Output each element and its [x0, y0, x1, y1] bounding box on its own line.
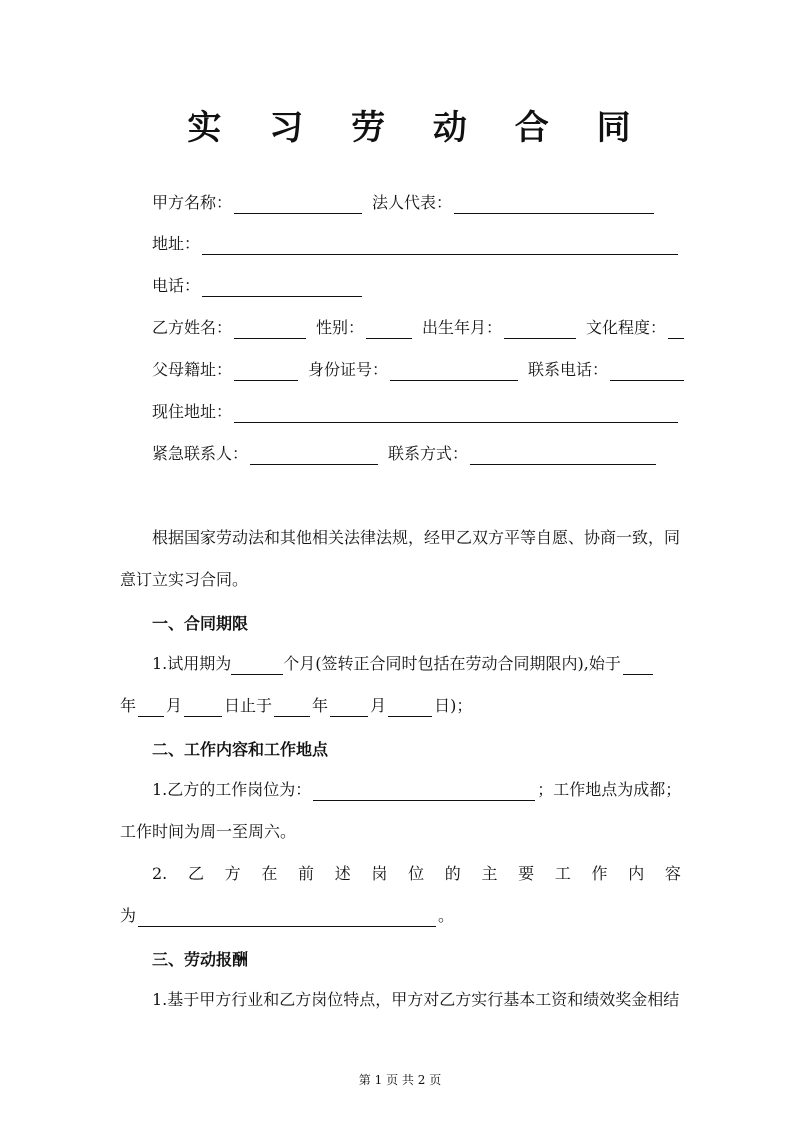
probation-prefix: 1.试用期为	[152, 654, 232, 673]
year-label-2: 年	[312, 696, 329, 715]
spread-char: 乙	[187, 864, 204, 883]
spread-char: 在	[261, 864, 278, 883]
address-row	[152, 233, 680, 255]
parents-address-blank[interactable]	[234, 363, 298, 381]
parents-address-label: 父母籍址：	[152, 360, 233, 379]
section-2-p1	[152, 779, 681, 801]
spread-char: 作	[591, 864, 608, 883]
current-address-row	[152, 401, 680, 423]
spread-char: 前	[298, 864, 315, 883]
start-month-blank[interactable]	[138, 699, 164, 717]
legal-rep-label: 法人代表：	[372, 193, 453, 212]
position-blank[interactable]	[313, 783, 535, 801]
id-number-blank[interactable]	[390, 363, 518, 381]
intro-line-2: 意订立实习合同。	[120, 570, 249, 589]
id-number-label: 身份证号：	[308, 360, 389, 379]
footer-gong: 共	[401, 1073, 414, 1087]
start-year-blank[interactable]	[623, 657, 653, 675]
contact-phone-blank[interactable]	[610, 363, 684, 381]
section-2-heading: 二、工作内容和工作地点	[152, 740, 329, 759]
education-label: 文化程度：	[586, 318, 667, 337]
position-suffix: ；工作地点为成都；	[537, 780, 682, 799]
spread-char: 位	[408, 864, 425, 883]
probation-mid: 个月(签转正合同时包括在劳动合同期限内),始于	[283, 654, 621, 673]
end-label: 日)；	[434, 696, 473, 715]
emergency-contact-blank[interactable]	[250, 447, 378, 465]
month-label: 月	[166, 696, 183, 715]
contact-phone-label: 联系电话：	[528, 360, 609, 379]
section-1-p1	[152, 653, 655, 675]
gender-blank[interactable]	[366, 321, 412, 339]
contact-method-blank[interactable]	[470, 447, 656, 465]
page-footer	[0, 1071, 800, 1088]
party-a-row	[152, 192, 656, 214]
spread-char: 2.	[152, 864, 168, 883]
section-1-p2	[120, 695, 472, 717]
page-number: 1	[374, 1073, 383, 1087]
current-address-label: 现住地址：	[152, 402, 233, 421]
section-2-p1-line2: 工作时间为周一至周六。	[120, 822, 297, 841]
gender-label: 性别：	[316, 318, 365, 337]
section-2-p2-spread	[120, 863, 681, 885]
current-address-blank[interactable]	[234, 405, 678, 423]
spread-char: 容	[664, 864, 681, 883]
phone-row	[152, 275, 364, 297]
footer-di: 第	[358, 1073, 371, 1087]
spread-char: 的	[444, 864, 461, 883]
party-b-name-blank[interactable]	[234, 321, 306, 339]
work-content-blank[interactable]	[138, 909, 436, 927]
spread-char: 要	[518, 864, 535, 883]
party-a-name-blank[interactable]	[234, 196, 362, 214]
footer-ye: 页	[386, 1073, 399, 1087]
content-suffix: 。	[438, 906, 455, 925]
spread-char: 述	[334, 864, 351, 883]
total-pages: 2	[417, 1073, 426, 1087]
party-b-name-label: 乙方姓名：	[152, 318, 233, 337]
intro-line-1: 根据国家劳动法和其他相关法律法规，经甲乙双方平等自愿、协商一致，同	[152, 528, 681, 547]
footer-ye-2: 页	[429, 1073, 442, 1087]
content-prefix: 为	[120, 906, 137, 925]
address-blank[interactable]	[202, 237, 678, 255]
end-year-blank[interactable]	[274, 699, 310, 717]
month-label-2: 月	[370, 696, 387, 715]
birth-label: 出生年月：	[422, 318, 503, 337]
end-month-blank[interactable]	[330, 699, 368, 717]
until-label: 日止于	[224, 696, 273, 715]
phone-blank[interactable]	[202, 279, 362, 297]
start-day-blank[interactable]	[184, 699, 222, 717]
section-1-heading: 一、合同期限	[152, 614, 249, 633]
address-label: 地址：	[152, 234, 201, 253]
emergency-row	[152, 443, 658, 465]
position-prefix: 1.乙方的工作岗位为：	[152, 780, 312, 799]
end-day-blank[interactable]	[388, 699, 432, 717]
probation-months-blank[interactable]	[231, 657, 283, 675]
legal-rep-blank[interactable]	[454, 196, 654, 214]
spread-char: 内	[628, 864, 645, 883]
year-label: 年	[120, 696, 137, 715]
birth-blank[interactable]	[504, 321, 576, 339]
document-title: 实 习 劳 动 合 同	[187, 108, 649, 148]
parents-row	[152, 359, 686, 381]
spread-char: 主	[481, 864, 498, 883]
section-3-heading: 三、劳动报酬	[152, 950, 249, 969]
party-a-name-label: 甲方名称：	[152, 193, 233, 212]
emergency-contact-label: 紧急联系人：	[152, 444, 249, 463]
spread-char: 岗	[371, 864, 388, 883]
spread-char: 工	[554, 864, 571, 883]
party-b-row	[152, 317, 686, 339]
phone-label: 电话：	[152, 276, 201, 295]
education-blank[interactable]	[668, 321, 684, 339]
spread-char: 方	[224, 864, 241, 883]
section-2-p2-line2	[120, 905, 454, 927]
section-3-p1: 1.基于甲方行业和乙方岗位特点，甲方对乙方实行基本工资和绩效奖金相结	[152, 990, 680, 1009]
contact-method-label: 联系方式：	[388, 444, 469, 463]
